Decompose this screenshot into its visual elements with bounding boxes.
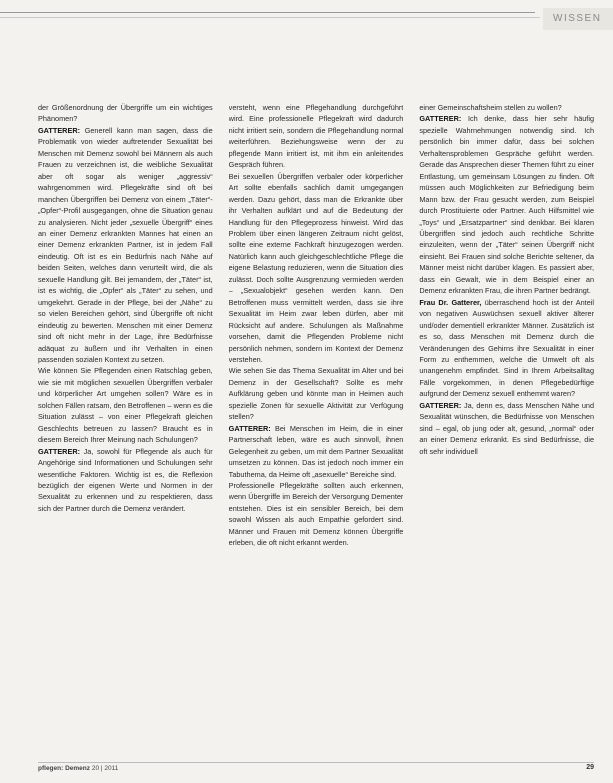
paragraph [419,297,594,400]
header-rule-secondary [0,17,540,18]
text-column-2 [229,102,404,752]
paragraph-text: Ja, sowohl für Pflegende als auch für Angehörige sind Informationen und Schulungen sehr wesentliche Faktoren. Wichtig ist es, die Reflexion bezüglich der eigenen Werte und Normen in der Sexualität zu erkennen und zu respektieren, dass sich der Partner durch die Demenz verändert. [38,446,213,513]
paragraph [419,102,594,113]
page-number: 29 [586,764,594,771]
paragraph-text: überraschend hoch ist der Anteil von negativen Auswüchsen sexuell aktiver älterer und/oder dementiell erkrankter Männer. Zusätzlich ist es so, dass Menschen mit Demenz durch die Veränderungen des Gehirns ihre Sexualität in einer Form zu enthemmen, welche die Umwelt oft als unangenehm empfindet. Sind in Ihrem Arbeitsalltag Fälle vorgekommen, in denen Pflegebedürftige aufgrund der Demenz sexuell enthemmt waren? [419,297,595,399]
text-column-3 [419,102,594,752]
paragraph-lead: Frau Dr. Gatterer, [419,297,482,307]
paragraph-text: Ich denke, dass hier sehr häufig spezielle Wahrnehmungen notwendig sind. Ich persönlich bin immer dafür, dass bei solchen Verhaltensproblemen Gespräche geführt werden. Gerade das Ansprechen dieser Themen führt zu einer Entlastung, um gemeinsam Lösungen zu finden. Oft müssen auch Möglichkeiten zur Befriedigung beim Mann bzw. der Frau gesucht werden, zum Beispiel durch Prostituierte oder Partner. Auch Hilfsmittel wie „Toys“ und „Ersatzpartner“ sind denkbar. Bei klaren Übergriffen sind jedoch auch rechtliche Schritte einzuleiten, wenn der „Täter“ seinen Übergriff nicht einsieht. Bei Frauen sind solche Berichte seltener, da Männer meist nicht darüber klagen. Es passiert aber, dass ein Gewalt, wie in dem Beispiel einer an Demenz erkrankten Frau, die ihren Partner bedrängt. [419,114,595,296]
paragraph-text: Bei Menschen im Heim, die in einer Partnerschaft leben, wäre es auch sinnvoll, ihnen Gelegenheit zu geben, um mit dem Partner Sexualität umsetzen zu können. Das ist jedoch noch immer ein Tabuthema, da Heime oft „asexuelle“ Bereiche sind. [228,423,404,479]
paragraph-text: Bei sexuellen Übergriffen verbaler oder körperlicher Art sollte ebenfalls sachlich damit umgegangen werden. Dazu gehört, dass man die Erkrankte über ihr Verhalten aufklärt und auf die Bedeutung der Handlung für den Pflegeprozess hinweist. Wird das Problem über einen längeren Zeitraum nicht gelöst, sollte eine externe Fachkraft hinzugezogen werden. Natürlich kann auch gleichgeschlechtliche Pflege die eigene Belastung reduzieren, wenn die Situation dies zulässt. Doch sollte Ausgrenzung vermieden werden – „Sexualobjekt“ gesehen werden kann. Den Betroffenen muss vermittelt werden, dass sie ihre Sexualität im Heim zwar leben dürfen, aber mit Rücksicht auf andere. Schulungen als Maßnahme vorsehen, damit die Pflegenden Probleme nicht persönlich nehmen, sondern im Kontext der Demenz verstehen. [228,171,404,364]
footer-issue: 20 | 2011 [91,765,119,772]
paragraph [38,102,213,125]
paragraph-text: Wie sehen Sie das Thema Sexualität im Alter und bei Demenz in der Gesellschaft? Sollte es mehr Aufklärung geben und könnte man in Heimen auch spezielle Zonen für sexuelle Aktivität zur Verfügung stellen? [228,366,404,422]
paragraph-lead: GATTERER: [38,446,81,456]
paragraph [229,480,404,549]
paragraph [38,125,213,366]
paragraph [38,446,213,515]
text-column-1 [38,102,213,752]
paragraph-text: einer Gemeinschaftsheim stellen zu wollen? [419,103,562,112]
header-rule [0,12,535,13]
footer-publication [38,765,118,772]
paragraph [229,423,404,480]
paragraph-lead: GATTERER: [38,125,81,135]
paragraph-text: der Größenordnung der Übergriffe um ein wichtiges Phänomen? [38,103,213,124]
paragraph-text: versteht, wenn eine Pflegehandlung durchgeführt wird. Eine professionelle Pflegekraft wird dadurch nicht irritiert sein, sondern die Pflegehandlung normal weiterführen. Beziehungsweise wenn der zu pflegende Mann irritiert ist, mit ihm ein anleitendes Gespräch führen. [228,103,404,170]
paragraph-text: Professionelle Pflegekräfte sollten auch erkennen, wenn Übergriffe im Bereich der Versorgung Dementer entstehen. Dies ist ein sensibler Bereich, bei dem sowohl Wissen als auch Empathie gefordert sind. Männer und Frauen mit Demenz können Übergriffe erleben, die oft nicht erkannt werden. [228,480,404,548]
paragraph-text: Wie können Sie Pflegenden einen Ratschlag geben, wie sie mit möglichen sexuellen Übergriffen verbaler und körperlicher Art umgehen sollen? Wäre es in solchen Fällen ratsam, den Betroffenen – wenn es die Situation zulässt – von einer Pflegekraft gleichen Geschlechts betreuen zu lassen? Braucht es in diesem Bereich Ihrer Meinung nach Schulungen? [38,366,213,445]
paragraph-text: Ja, denn es, dass Menschen Nähe und Sexualität wünschen, die Bedürfnisse von Menschen sind – egal, ob jung oder alt, gesund, „normal“ oder an einer Demenz erkrankt. Es sind Bedürfnisse, die oft sehr individuell [419,400,595,456]
paragraph-lead: GATTERER: [228,423,271,433]
paragraph-text: Generell kann man sagen, dass die Problematik von wieder auftretender Sexualität bei Menschen mit Demenz sowohl bei Männern als auch Frauen zu verzeichnen ist, die weibliche Sexualität aber oft sogar als weniger „aggressiv“ wahrgenommen wird. Pflegekräfte sind oft bei manchen Übergriffen bei Demenz von einem „Täter“-„Opfer“-Profil ausgegangen, ohne die Situation genau zu analysieren. Nicht jeder „sexuelle Übergriff“ eines an einer Demenz erkrankten Mannes hat einen an einer Demenz erkrankten Partner, ist in jedem Fall eindeutig. Oft ist es ein Bedürfnis nach Nähe auf beiden Seiten, welches dann verurteilt wird, die als sexuelle Handlung gilt. Bei jemandem, der „Täter“ ist, ist es wichtig, die „Opfer“ als „Täter“ zu sehen, und umgekehrt. Gerade in der Pflege, bei der „Nähe“ zu so vielen Bereichen gehört, sind Übergriffe oft nicht eindeutig zu bewerten. Menschen mit einer Demenz sind oft nicht mehr in der Lage, ihre Bedürfnisse adäquat zu äußern und ihr Verhalten in einen passenden sozialen Kontext zu setzen. [38,125,213,364]
paragraph [229,171,404,366]
paragraph [419,400,594,457]
paragraph [38,365,213,445]
paragraph-lead: GATTERER: [419,400,462,410]
paragraph [419,113,594,296]
paragraph [229,102,404,171]
paragraph-lead: GATTERER: [419,114,462,124]
section-label: WISSEN [543,8,613,30]
footer-publication-name: pflegen: Demenz [38,765,91,772]
paragraph [229,365,404,422]
footer-rule [38,762,594,763]
article-body [38,102,594,752]
